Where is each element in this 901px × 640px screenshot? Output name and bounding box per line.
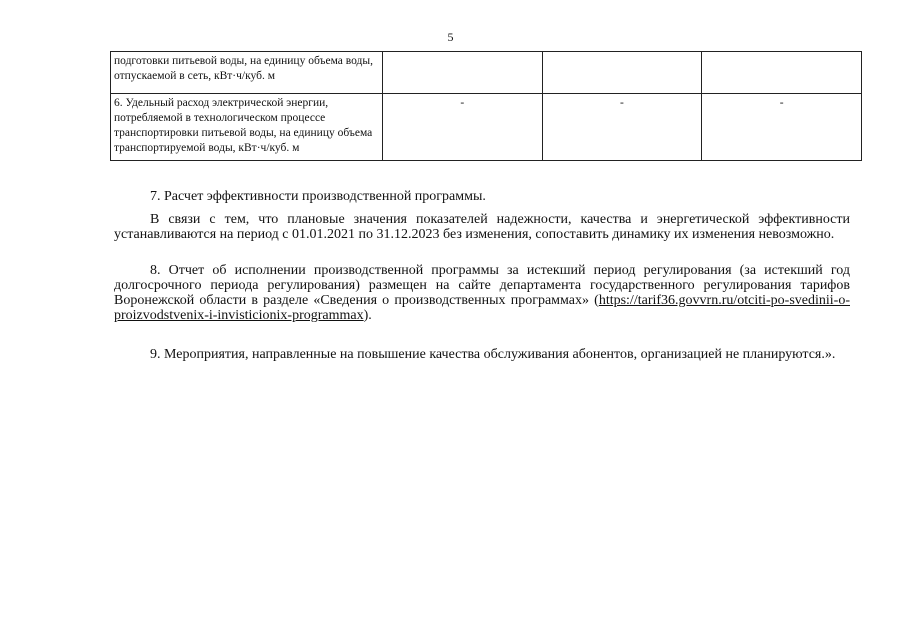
indicator-name-cell: подготовки питьевой воды, на единицу объема воды, отпускаемой в сеть, кВт·ч/куб. м — [111, 52, 383, 94]
efficiency-paragraph: В связи с тем, что плановые значения показателей надежности, качества и энергетической эффективности устанавливаются на период с 01.01.2021 по 31.12.2023 без изменения, сопоставить динамику их изменения невозможно. — [114, 212, 850, 242]
value-cell-year-2: - — [542, 94, 702, 161]
section-8-suffix: ). — [363, 308, 372, 323]
section-8-paragraph — [114, 263, 850, 323]
value-cell-year-3 — [702, 52, 862, 94]
section-9-paragraph: 9. Мероприятия, направленные на повышение качества обслуживания абонентов, организацией не планируются.». — [150, 347, 836, 362]
value-cell-year-1 — [382, 52, 542, 94]
section-7-heading: 7. Расчет эффективности производственной программы. — [150, 189, 486, 204]
value-cell-year-3: - — [702, 94, 862, 161]
report-link[interactable]: https://tarif36.govvrn.ru/otciti-po-svedinii-o-proizvodstvenix-i-invisticionix-programmax — [114, 293, 850, 323]
page-number: 5 — [447, 30, 454, 44]
indicators-table — [110, 51, 862, 161]
indicator-name-cell: 6. Удельный расход электрической энергии, потребляемой в технологическом процессе транспортировки питьевой воды, на единицу объема транспортируемой воды, кВт·ч/куб. м — [111, 94, 383, 161]
value-cell-year-1: - — [382, 94, 542, 161]
table-row — [111, 94, 862, 161]
value-cell-year-2 — [542, 52, 702, 94]
table-row — [111, 52, 862, 94]
section-8-text: 8. Отчет об исполнении производственной программы за истекший период регулирования (за истекший год долгосрочного периода регулирования) размещен на сайте департамента государственного регулирования тарифов Воронежской области в разделе «Сведения о производственных программах» ( — [114, 263, 850, 308]
